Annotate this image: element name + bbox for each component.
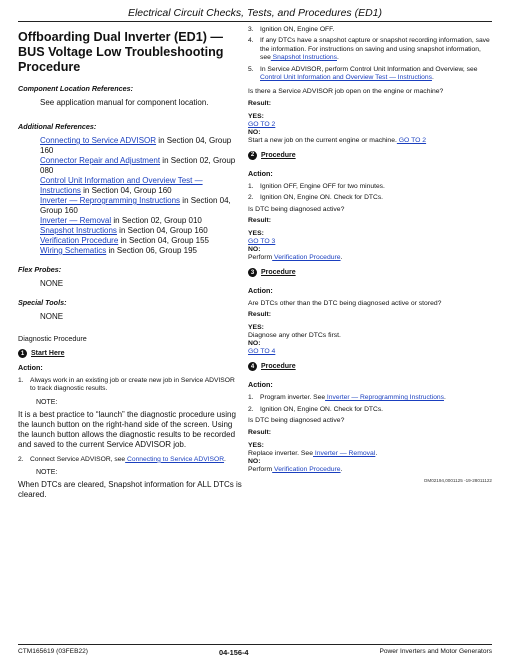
go-to-3-link[interactable]: GO TO 3 [248, 238, 276, 246]
ref-link-wiring-schematics[interactable]: Wiring Schematics [40, 246, 107, 255]
step-1-question: Is there a Service ADVISOR job open on the engine or machine? [248, 88, 444, 96]
reference-item: Connecting to Service ADVISOR in Section 04, Group 160 [40, 136, 232, 155]
page-title: Offboarding Dual Inverter (ED1) — BUS Voltage Low Troubleshooting Procedure [18, 30, 224, 74]
step-2-question: Is DTC being diagnosed active? [248, 205, 345, 213]
ref-link-inverter-reprogramming[interactable]: Inverter — Reprogramming Instructions [40, 196, 181, 205]
yes-answer: Diagnose any other DTCs first. [248, 332, 341, 340]
result-label: Result: [248, 428, 272, 436]
link-inverter-reprogramming[interactable]: Inverter — Reprogramming Instructions [325, 394, 444, 402]
component-location-heading: Component Location References: [18, 84, 134, 93]
no-label: NO: [248, 340, 261, 348]
step-3-action-heading: Action: [248, 286, 273, 296]
page-header: Electrical Circuit Checks, Tests, and Procedures (ED1) [18, 7, 492, 22]
step-2-action-heading: Action: [248, 168, 273, 178]
go-to-4-link[interactable]: GO TO 4 [248, 348, 276, 356]
yes-label: YES: [248, 441, 264, 449]
yes-answer: Replace inverter. See Inverter — Removal. [248, 449, 378, 457]
step-1-header [18, 349, 242, 358]
step-2-action-list [248, 183, 492, 203]
list-item: 5. In Service ADVISOR, perform Control Unit Information and Overview, see Control Unit Information and Overview Test — Instructions. [248, 65, 478, 82]
special-tools-value: NONE [40, 312, 64, 321]
step-1-action-heading: Action: [18, 363, 43, 372]
document-code: OM02194,0001125 -19-28011122 [423, 477, 492, 483]
additional-references-heading: Additional References: [18, 122, 97, 131]
left-column [18, 30, 242, 506]
no-answer: Perform Verification Procedure. [248, 465, 343, 473]
no-label: NO: [248, 128, 261, 136]
step-1-action-list-right [248, 26, 492, 82]
list-item: 2. Ignition ON, Engine ON. Check for DTCs. [248, 194, 384, 202]
go-to-2-link[interactable]: GO TO 2 [248, 120, 276, 128]
reference-item: Control Unit Information and Overview Test — Instructions in Section 04, Group 160 [40, 176, 203, 195]
step-2-header [248, 151, 492, 160]
link-control-unit-info[interactable]: Control Unit Information and Overview Test — Instructions [260, 74, 432, 82]
right-column [248, 26, 492, 483]
result-label: Result: [248, 99, 272, 107]
list-item: 1. Program inverter. See Inverter — Reprogramming Instructions. [248, 394, 446, 402]
link-verification-procedure[interactable]: Verification Procedure [272, 465, 341, 473]
yes-label: YES: [248, 324, 264, 332]
footer-page-number: 04-156-4 [218, 648, 249, 657]
reference-item: Snapshot Instructions in Section 04, Group 160 [40, 226, 208, 235]
list-item: 1. Always work in an existing job or create new job in Service ADVISOR to track diagnostic results. [18, 377, 235, 393]
reference-item: Connector Repair and Adjustment in Section 02, Group 080 [40, 156, 236, 175]
list-item: 1. Ignition OFF, Engine OFF for two minutes. [248, 182, 385, 190]
link-connecting-service-advisor[interactable]: Connecting to Service ADVISOR [125, 455, 225, 463]
step-4-label: Procedure [261, 363, 296, 371]
step-number-badge: 2 [248, 151, 257, 160]
link-snapshot-instructions[interactable]: Snapshot Instructions [270, 54, 337, 62]
reference-item: Inverter — Reprogramming Instructions in Section 04, Group 160 [40, 196, 231, 215]
step-number-badge: 4 [248, 362, 257, 371]
result-label: Result: [248, 217, 272, 225]
reference-item: Inverter — Removal in Section 02, Group 010 [40, 216, 202, 225]
step-4-action-list [248, 394, 492, 414]
link-verification-procedure[interactable]: Verification Procedure [272, 254, 341, 262]
footer-section-title: Power Inverters and Motor Generators [379, 648, 492, 655]
flex-probes-heading: Flex Probes: [18, 265, 62, 274]
step-1-label: Start Here [31, 350, 65, 357]
page-footer [18, 644, 492, 657]
yes-label: YES: [248, 112, 264, 120]
step-number-badge: 1 [18, 349, 27, 358]
ref-link-verification-procedure[interactable]: Verification Procedure [40, 236, 119, 245]
step-1-action-list-cont [18, 456, 242, 464]
step-3-question: Are DTCs other than the DTC being diagnosed active or stored? [248, 300, 442, 308]
step-number-badge: 3 [248, 268, 257, 277]
step-3-label: Procedure [261, 269, 296, 277]
step-4-action-heading: Action: [248, 380, 273, 390]
yes-label: YES: [248, 230, 264, 238]
diagnostic-procedure-heading: Diagnostic Procedure [18, 334, 87, 343]
list-item: 2. Ignition ON, Engine ON. Check for DTCs. [248, 405, 384, 413]
no-label: NO: [248, 246, 261, 254]
step-4-question: Is DTC being diagnosed active? [248, 417, 345, 425]
note-text: It is a best practice to “launch” the diagnostic procedure using the launch button on the right-hand side of the screen. Using the launch button allows the diagnostic results to be recorded and saved to the current Service ADVISOR job. [18, 409, 236, 449]
no-answer: Perform Verification Procedure. [248, 254, 343, 262]
reference-item: Verification Procedure in Section 04, Group 155 [40, 236, 209, 245]
step-1-action-list [18, 377, 242, 394]
ref-link-snapshot-instructions[interactable]: Snapshot Instructions [40, 226, 117, 235]
list-item: 4. If any DTCs have a snapshot capture or snapshot recording information, save the information. For instructions on saving and using snapshot information, see Snapshot Instructions. [248, 37, 490, 62]
step-4-header [248, 362, 492, 371]
note-label: NOTE: [36, 398, 58, 406]
go-to-2-link[interactable]: GO TO 2 [396, 136, 427, 144]
ref-link-connecting-service-advisor[interactable]: Connecting to Service ADVISOR [40, 136, 157, 145]
reference-item: Wiring Schematics in Section 06, Group 195 [40, 246, 197, 255]
ref-link-control-unit-info[interactable]: Control Unit Information and Overview Test — Instructions [40, 176, 203, 195]
footer-doc-id: CTM165619 (03FEB22) [18, 648, 89, 655]
additional-references-list [18, 136, 242, 256]
note-text: When DTCs are cleared, Snapshot information for ALL DTCs is cleared. [18, 480, 242, 500]
component-location-text: See application manual for component location. [40, 98, 209, 107]
ref-link-inverter-removal[interactable]: Inverter — Removal [40, 216, 112, 225]
no-label: NO: [248, 457, 261, 465]
no-answer: Start a new job on the current engine or machine. GO TO 2 [248, 136, 427, 144]
flex-probes-value: NONE [40, 279, 64, 288]
list-item: 3. Ignition ON, Engine OFF. [248, 26, 335, 33]
ref-link-connector-repair[interactable]: Connector Repair and Adjustment [40, 156, 161, 165]
result-label: Result: [248, 311, 272, 319]
step-2-label: Procedure [261, 151, 296, 159]
link-inverter-removal[interactable]: Inverter — Removal [313, 449, 376, 457]
list-item: 2. Connect Service ADVISOR, see Connecting to Service ADVISOR. [18, 455, 226, 463]
special-tools-heading: Special Tools: [18, 298, 67, 307]
note-label: NOTE: [36, 469, 58, 477]
step-3-header [248, 268, 492, 277]
